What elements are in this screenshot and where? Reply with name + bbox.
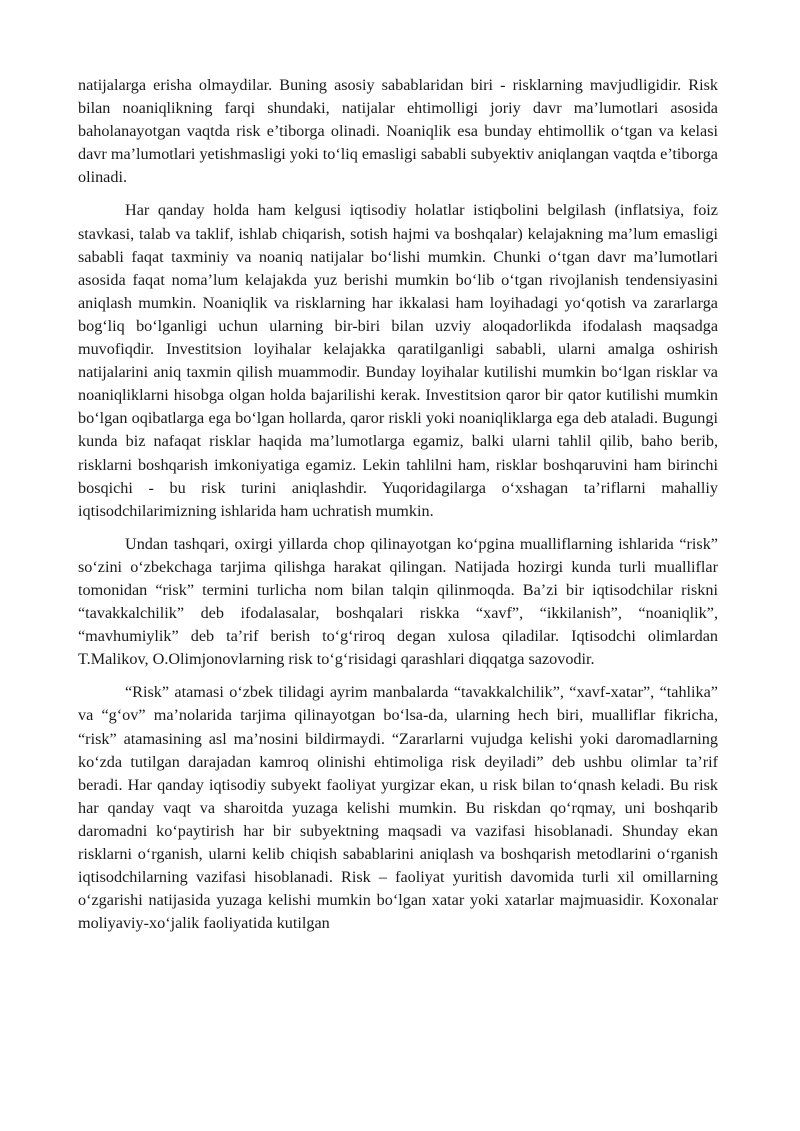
paragraph-4: “Risk” atamasi o‘zbek tilidagi ayrim manbalarda “tavakkalchilik”, “xavf-xatar”, “tahlika” va “g‘ov” ma’nolarida tarjima qilinayotgan bo‘lsa-da, ularning hech biri, mualliflar fikricha, “risk” atamasining asl ma’nosini bildirmaydi. “Zararlarni vujudga kelishi yoki daromadlarning ko‘zda tutilgan darajadan kamroq olinishi ehtimoliga risk deyiladi” deb ushbu olimlar ta’rif beradi. Har qanday iqtisodiy subyekt faoliyat yurgizar ekan, u risk bilan to‘qnash keladi. Bu risk har qanday vaqt va sharoitda yuzaga kelishi mumkin. Bu riskdan qo‘rqmay, uni boshqarib daromadni ko‘paytirish har bir subyektning maqsadi va vazifasi hisoblanadi. Shunday ekan risklarni o‘rganish, ularni kelib chiqish sabablarini aniqlash va boshqarish metodlarini o‘rganish iqtisodchilarning vazifasi hisoblanadi. Risk – faoliyat yuritish davomida turli xil omillarning o‘zgarishi natijasida yuzaga kelishi mumkin bo‘lgan xatar yoki xatarlar majmuasidir. Koxonalar moliyaviy-xo‘jalik faoliyatida kutilgan [78, 683, 718, 933]
paragraph-1: natijalarga erisha olmaydilar. Buning asosiy sabablaridan biri - risklarning mavjudligidir. Risk bilan noaniqlikning farqi shundaki, natijalar ehtimolligi joriy davr ma’lumotlari asosida baholanayotgan vaqtda risk e’tiborga olinadi. Noaniqlik esa bunday ehtimollik o‘tgan va kelasi davr ma’lumotlari yetishmasligi yoki to‘liq emasligi sababli subyektiv aniqlangan vaqtda e’tiborga olinadi. [78, 76, 718, 187]
document-page [78, 74, 718, 945]
paragraph-3: Undan tashqari, oxirgi yillarda chop qilinayotgan ko‘pgina mualliflarning ishlarida “risk” so‘zini o‘zbekchaga tarjima qilishga harakat qilingan. Natijada hozirgi kunda turli mualliflar tomonidan “risk” termini turlicha nom bilan talqin qilinmoqda. Ba’zi bir iqtisodchilar riskni “tavakkalchilik” deb ifodalasalar, boshqalari riskka “xavf”, “ikkilanish”, “noaniqlik”, “mavhumiylik” deb ta’rif berish to‘g‘riroq degan xulosa qiladilar. Iqtisodchi olimlardan T.Malikov, O.Olimjonovlarning risk to‘g‘risidagi qarashlari diqqatga sazovodir. [78, 534, 718, 669]
paragraph-2: Har qanday holda ham kelgusi iqtisodiy holatlar istiqbolini belgilash (inflatsiya, foiz stavkasi, talab va taklif, ishlab chiqarish, sotish hajmi va boshqalar) kelajakning ma’lum emasligi sababli faqat taxminiy va noaniq natijalar bo‘lishi mumkin. Chunki o‘tgan davr ma’lumotlari asosida faqat noma’lum kelajakda yuz berishi mumkin bo‘lib o‘tgan rivojlanish tendensiyasini aniqlash mumkin. Noaniqlik va risklarning har ikkalasi ham loyihadagi yo‘qotish va zararlarga bog‘liq bo‘lganligi uchun ularning bir-biri bilan uzviy aloqadorlikda ifodalash maqsadga muvofiqdir. Investitsion loyihalar kelajakka qaratilganligi sababli, ularni amalga oshirish natijalarini aniq taxmin qilish muammodir. Bunday loyihalar kutilishi mumkin bo‘lgan risklar va noaniqliklarni hisobga olgan holda bajarilishi kerak. Investitsion qaror bir qator kutilishi mumkin bo‘lgan oqibatlarga ega bo‘lgan hollarda, qaror riskli yoki noaniqliklarga ega deb ataladi. Bugungi kunda biz nafaqat risklar haqida ma’lumotlarga egamiz, balki ularni tahlil qilib, baho berib, risklarni boshqarish imkoniyatiga egamiz. Lekin tahlilni ham, risklar boshqaruvini ham birinchi bosqichi - bu risk turini aniqlashdir. Yuqoridagilarga o‘xshagan ta’riflarni mahalliy iqtisodchilarimizning ishlarida ham uchratish mumkin. [78, 201, 718, 520]
